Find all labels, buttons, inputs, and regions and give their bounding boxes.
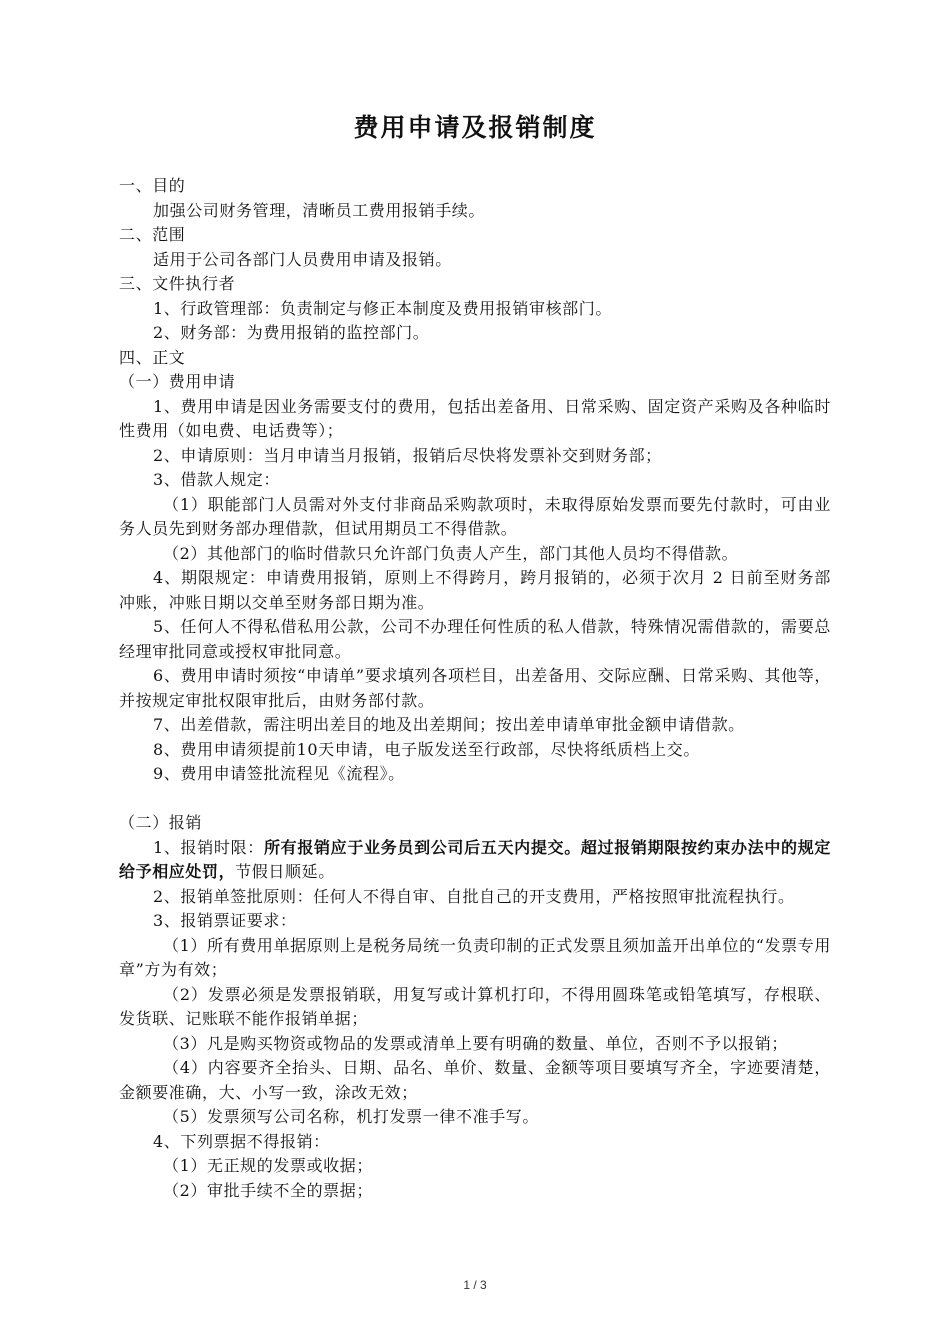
paragraph: 5、任何人不得私借私用公款，公司不办理任何性质的私人借款，特殊情况需借款的，需要总经理审批同意或授权审批同意。 (119, 617, 831, 661)
list-item: 1、行政管理部：负责制定与修正本制度及费用报销审核部门。 (153, 298, 612, 318)
list-item: （1）无正规的发票或收据； (163, 1156, 373, 1175)
paragraph: 9、费用申请签批流程见《流程》。 (153, 764, 405, 783)
paragraph: （5）发票须写公司名称，机打发票一律不准手写。 (163, 1107, 539, 1126)
paragraph-prefix: 1、报销时限： (153, 837, 264, 857)
paragraph: 3、借款人规定： (153, 470, 280, 489)
paragraph: （1）所有费用单据原则上是税务局统一负责印制的正式发票且须加盖开出单位的“发票专用章”方为有效； (119, 935, 831, 979)
document-body (119, 174, 831, 1203)
paragraph: 2、报销单签批原则：任何人不得自审、自批自己的开支费用，严格按照审批流程执行。 (153, 886, 795, 906)
paragraph-suffix: 节假日顺延。 (235, 862, 335, 881)
spacer (119, 787, 831, 812)
paragraph: （3）凡是购买物资或物品的发票或清单上要有明确的数量、单位，否则不予以报销； (163, 1033, 788, 1053)
paragraph: 2、申请原则：当月申请当月报销，报销后尽快将发票补交到财务部； (153, 445, 662, 465)
subsection-heading: （二）报销 (119, 813, 203, 832)
emphasis-text: 所有报销应于业务员到公司后五天内提交。超过报销期限按约束办法中的规定给予相应处罚， (119, 837, 831, 881)
subsection-heading: （一）费用申请 (119, 372, 236, 391)
section-heading: 二、范围 (119, 225, 186, 244)
paragraph: 7、出差借款，需注明出差目的地及出差期间；按出差申请单审批金额申请借款。 (153, 715, 745, 734)
paragraph: 4、期限规定：申请费用报销，原则上不得跨月，跨月报销的，必须于次月 2 日前至财务部冲账，冲账日期以交单至财务部日期为准。 (119, 568, 831, 612)
section-heading: 三、文件执行者 (119, 274, 236, 293)
paragraph: 6、费用申请时须按“申请单”要求填列各项栏目，出差备用、交际应酬、日常采购、其他等，并按规定审批权限审批后，由财务部付款。 (119, 666, 831, 710)
paragraph: 8、费用申请须提前10天申请，电子版发送至行政部，尽快将纸质档上交。 (153, 739, 700, 759)
page-title: 费用申请及报销制度 (353, 113, 597, 142)
paragraph: （2）发票必须是发票报销联，用复写或计算机打印，不得用圆珠笔或铅笔填写，存根联、发货联、记账联不能作报销单据； (119, 984, 831, 1028)
paragraph: 4、下列票据不得报销： (153, 1131, 330, 1151)
section-heading: 一、目的 (119, 176, 186, 195)
list-item: （2）审批手续不全的票据； (163, 1180, 373, 1200)
page-number: 1 / 3 (463, 1278, 487, 1292)
paragraph: （4）内容要齐全抬头、日期、品名、单价、数量、金额等项目要填写齐全，字迹要清楚，金额要准确，大、小写一致，涂改无效； (119, 1058, 831, 1102)
paragraph: 加强公司财务管理，清晰员工费用报销手续。 (153, 200, 486, 220)
list-item: 2、财务部：为费用报销的监控部门。 (153, 323, 430, 342)
paragraph: 适用于公司各部门人员费用申请及报销。 (153, 249, 452, 269)
paragraph: 3、报销票证要求： (153, 911, 297, 930)
paragraph: （2）其他部门的临时借款只允许部门负责人产生，部门其他人员均不得借款。 (163, 543, 739, 563)
paragraph: 1、费用申请是因业务需要支付的费用，包括出差备用、日常采购、固定资产采购及各种临时性费用（如电费、电话费等）； (119, 396, 831, 440)
section-heading: 四、正文 (119, 347, 186, 367)
paragraph: （1）职能部门人员需对外支付非商品采购款项时，未取得原始发票而要先付款时，可由业务人员先到财务部办理借款，但试用期员工不得借款。 (119, 494, 831, 538)
paragraph (119, 836, 831, 885)
